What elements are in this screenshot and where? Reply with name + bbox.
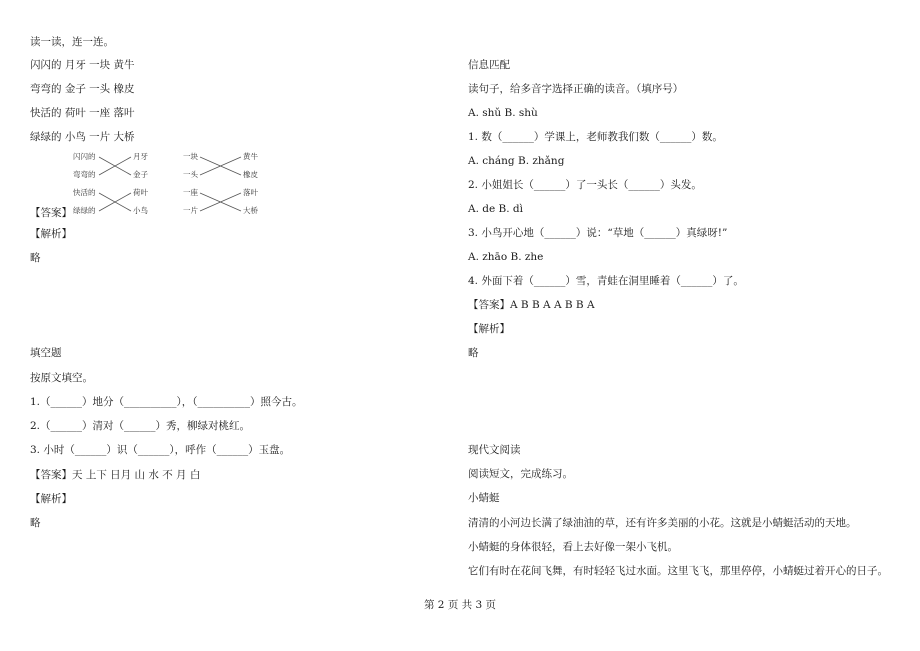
match-answer-label: 【答案】 — [30, 207, 72, 219]
fill-question-2: 2.（______）清对（______）秀，柳绿对桃红。 — [30, 420, 251, 432]
info-options-2: A. cháng B. zhǎng — [468, 155, 565, 167]
info-options-3: A. de B. dì — [468, 203, 524, 215]
info-question-1: 1. 数（______）学课上，老师教我们数（______）数。 — [468, 131, 723, 143]
info-options-1: A. shǔ B. shù — [468, 107, 538, 119]
diagram-g2-left-2: 一头 — [183, 170, 198, 179]
diagram-g2-right-3: 落叶 — [243, 188, 258, 197]
reading-paragraph-2: 小蜻蜓的身体很轻，看上去好像一架小飞机。 — [468, 541, 678, 553]
reading-title: 小蜻蜓 — [468, 492, 500, 504]
info-note: 略 — [468, 347, 479, 359]
diagram-g1-right-1: 月牙 — [133, 152, 148, 161]
info-question-2: 2. 小姐姐长（______）了一头长（______）头发。 — [468, 179, 702, 191]
diagram-g2-left-4: 一片 — [183, 206, 198, 215]
diagram-g2-right-1: 黄牛 — [243, 152, 258, 161]
fill-answer: 【答案】天 上下 日月 山 水 不 月 白 — [30, 469, 201, 481]
info-heading: 信息匹配 — [468, 59, 510, 71]
match-line-4: 绿绿的 小鸟 一片 大桥 — [30, 131, 135, 143]
diagram-g1-right-4: 小鸟 — [133, 206, 148, 215]
fill-question-3: 3. 小时（______）识（______），呼作（______）玉盘。 — [30, 444, 291, 456]
page-number: 第 2 页 共 3 页 — [423, 599, 497, 611]
reading-paragraph-1: 清清的小河边长满了绿油油的草，还有许多美丽的小花。这就是小蜻蜓活动的天地。 — [468, 517, 857, 529]
diagram-g1-left-4: 绿绿的 — [73, 206, 96, 215]
diagram-g2-right-4: 大桥 — [243, 206, 258, 215]
reading-paragraph-3: 它们有时在花间飞舞，有时轻轻飞过水面。这里飞飞，那里停停，小蜻蜓过着开心的日子。 — [468, 565, 888, 577]
fill-note: 略 — [30, 517, 41, 529]
match-line-1: 闪闪的 月牙 一块 黄牛 — [30, 59, 135, 71]
fill-analysis-label: 【解析】 — [30, 493, 72, 505]
info-options-4: A. zhāo B. zhe — [468, 251, 544, 263]
match-analysis-label: 【解析】 — [30, 228, 72, 240]
fill-instruction: 按原文填空。 — [30, 372, 93, 384]
diagram-g2-right-2: 橡皮 — [243, 170, 258, 179]
reading-instruction: 阅读短文，完成练习。 — [468, 468, 573, 480]
info-question-4: 4. 外面下着（______）雪，青蛙在洞里睡着（______）了。 — [468, 275, 744, 287]
fill-heading: 填空题 — [30, 347, 62, 359]
info-analysis-label: 【解析】 — [468, 323, 510, 335]
diagram-g1-left-2: 弯弯的 — [73, 170, 96, 179]
diagram-g1-left-1: 闪闪的 — [73, 152, 96, 161]
diagram-g2-left-3: 一座 — [183, 188, 198, 197]
diagram-g1-right-3: 荷叶 — [133, 188, 148, 197]
reading-heading: 现代文阅读 — [468, 444, 521, 456]
info-question-3: 3. 小鸟开心地（______）说：“草地（______）真绿呀!” — [468, 227, 728, 239]
match-note: 略 — [30, 252, 41, 264]
match-instruction: 读一读，连一连。 — [30, 36, 114, 48]
match-line-3: 快活的 荷叶 一座 落叶 — [30, 107, 135, 119]
match-line-2: 弯弯的 金子 一头 橡皮 — [30, 83, 135, 95]
diagram-g1-left-3: 快活的 — [73, 188, 96, 197]
info-answer: 【答案】A B B A A B B A — [468, 299, 595, 311]
diagram-g1-right-2: 金子 — [133, 170, 148, 179]
fill-question-1: 1.（______）地分（__________），（__________）照今古。 — [30, 396, 303, 408]
info-instruction: 读句子，给多音字选择正确的读音。（填序号） — [468, 83, 684, 95]
diagram-g2-left-1: 一块 — [183, 152, 198, 161]
